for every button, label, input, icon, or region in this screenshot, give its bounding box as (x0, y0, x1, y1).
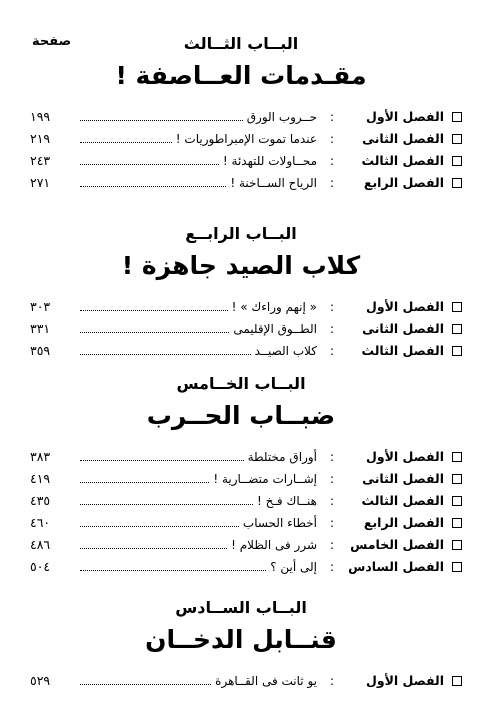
title-leader (80, 468, 317, 490)
title-leader (80, 670, 317, 692)
checkbox-icon[interactable] (452, 562, 462, 572)
chapter-list (20, 670, 462, 692)
dot-leader (80, 296, 228, 311)
page-number: ٤٦٠ (30, 515, 51, 530)
dot-leader (80, 128, 172, 143)
checkbox-icon[interactable] (452, 112, 462, 122)
title-leader (80, 534, 317, 556)
part-title: ضبــاب الحــرب (146, 401, 336, 430)
chapter-entry[interactable] (20, 128, 462, 150)
chapter-title: حــروب الورق (246, 110, 317, 124)
part-label: البــاب الثــالث (183, 34, 299, 53)
chapter-label: الفصل الأول (365, 673, 444, 688)
dot-leader (80, 512, 239, 527)
separator-colon: : (329, 132, 334, 146)
title-leader (80, 512, 317, 534)
part-section (20, 596, 462, 692)
chapter-title: هنــاك فـخ ! (257, 494, 317, 508)
chapter-label: الفصل الثالث (361, 153, 444, 168)
chapter-label: الفصل الأول (365, 299, 444, 314)
dot-leader (80, 534, 227, 549)
chapter-title: إشــارات متضــارية ! (213, 472, 317, 486)
chapter-title: أوراق مختلطة (247, 450, 317, 464)
part-title: كلاب الصيد جاهزة ! (121, 251, 361, 280)
chapter-title: أخطاء الحساب (242, 516, 317, 530)
separator-colon: : (329, 300, 334, 314)
chapter-title: « إنهم وراءك » ! (231, 300, 317, 314)
chapter-title: كلاب الصيــد (254, 344, 317, 358)
chapter-label: الفصل السادس (348, 559, 444, 574)
checkbox-icon[interactable] (452, 324, 462, 334)
chapter-list (20, 446, 462, 578)
title-leader (80, 150, 317, 172)
page-number: ٣٨٣ (30, 449, 51, 464)
page-number: ٣٣١ (30, 321, 51, 336)
checkbox-icon[interactable] (452, 134, 462, 144)
separator-colon: : (329, 516, 334, 530)
part-label: البــاب الخــامس (176, 374, 306, 393)
chapter-entry[interactable] (20, 670, 462, 692)
checkbox-icon[interactable] (452, 156, 462, 166)
chapter-label: الفصل الثانى (362, 321, 444, 336)
part-label: البــاب الســادس (175, 598, 307, 617)
chapter-title: إلى أين ؟ (270, 560, 317, 574)
chapter-label: الفصل الرابع (363, 175, 444, 190)
checkbox-icon[interactable] (452, 676, 462, 686)
dot-leader (80, 340, 251, 355)
title-leader (80, 128, 317, 150)
separator-colon: : (329, 322, 334, 336)
chapter-entry[interactable] (20, 512, 462, 534)
title-leader (80, 490, 317, 512)
separator-colon: : (329, 344, 334, 358)
dot-leader (80, 556, 266, 571)
chapter-entry[interactable] (20, 556, 462, 578)
title-leader (80, 556, 317, 578)
chapter-entry[interactable] (20, 296, 462, 318)
chapter-title: عندما تموت الإمبراطوريات ! (175, 132, 317, 146)
dot-leader (80, 318, 229, 333)
separator-colon: : (329, 674, 334, 688)
toc-page (20, 0, 462, 711)
separator-colon: : (329, 450, 334, 464)
dot-leader (80, 446, 244, 461)
page-number: ٤٣٥ (30, 493, 51, 508)
separator-colon: : (329, 472, 334, 486)
checkbox-icon[interactable] (452, 178, 462, 188)
separator-colon: : (329, 538, 334, 552)
dot-leader (80, 172, 226, 187)
separator-colon: : (329, 494, 334, 508)
chapter-entry[interactable] (20, 318, 462, 340)
chapter-entry[interactable] (20, 490, 462, 512)
chapter-label: الفصل الأول (365, 449, 444, 464)
part-section (20, 222, 462, 362)
page-number: ٥٠٤ (30, 559, 51, 574)
chapter-list (20, 106, 462, 194)
page-number: ٢٤٣ (30, 153, 51, 168)
chapter-entry[interactable] (20, 106, 462, 128)
page-column-label: صفحة (32, 34, 72, 49)
title-leader (80, 318, 317, 340)
dot-leader (80, 490, 253, 505)
checkbox-icon[interactable] (452, 496, 462, 506)
chapter-entry[interactable] (20, 340, 462, 362)
title-leader (80, 296, 317, 318)
chapter-entry[interactable] (20, 446, 462, 468)
part-section (20, 372, 462, 578)
dot-leader (80, 670, 211, 685)
chapter-entry[interactable] (20, 534, 462, 556)
checkbox-icon[interactable] (452, 452, 462, 462)
checkbox-icon[interactable] (452, 302, 462, 312)
title-leader (80, 446, 317, 468)
chapter-title: يو ثانت فى القــاهرة (215, 674, 317, 688)
page-number: ٣٥٩ (30, 343, 51, 358)
chapter-label: الفصل الثالث (361, 343, 444, 358)
chapter-label: الفصل الأول (365, 109, 444, 124)
chapter-label: الفصل الخامس (350, 537, 444, 552)
chapter-label: الفصل الثالث (361, 493, 444, 508)
page-number: ٤٨٦ (30, 537, 51, 552)
chapter-label: الفصل الثانى (362, 471, 444, 486)
chapter-label: الفصل الثانى (362, 131, 444, 146)
chapter-title: محــاولات للتهدئة ! (222, 154, 317, 168)
part-title: مقـدمات العــاصفة ! (115, 61, 367, 90)
chapter-entry[interactable] (20, 468, 462, 490)
title-leader (80, 340, 317, 362)
part-label: البــاب الرابــع (185, 224, 297, 243)
page-number: ٣٠٣ (30, 299, 51, 314)
chapter-entry[interactable] (20, 172, 462, 194)
checkbox-icon[interactable] (452, 346, 462, 356)
separator-colon: : (329, 560, 334, 574)
chapter-entry[interactable] (20, 150, 462, 172)
separator-colon: : (329, 176, 334, 190)
chapter-list (20, 296, 462, 362)
page-number: ٢١٩ (30, 131, 51, 146)
page-number: ١٩٩ (30, 109, 51, 124)
chapter-title: الطــوق الإقليمى (233, 322, 317, 336)
part-title: قنــابل الدخــان (145, 625, 337, 654)
part-section (20, 32, 462, 194)
dot-leader (80, 150, 219, 165)
separator-colon: : (329, 154, 334, 168)
page-number: ٤١٩ (30, 471, 51, 486)
chapter-title: شرر فى الظلام ! (231, 538, 317, 552)
chapter-title: الرياح الســاخنة ! (230, 176, 317, 190)
title-leader (80, 106, 317, 128)
dot-leader (80, 106, 243, 121)
page-number: ٥٢٩ (30, 673, 51, 688)
checkbox-icon[interactable] (452, 474, 462, 484)
dot-leader (80, 468, 209, 483)
page-number: ٢٧١ (30, 175, 51, 190)
title-leader (80, 172, 317, 194)
checkbox-icon[interactable] (452, 540, 462, 550)
checkbox-icon[interactable] (452, 518, 462, 528)
chapter-label: الفصل الرابع (363, 515, 444, 530)
separator-colon: : (329, 110, 334, 124)
